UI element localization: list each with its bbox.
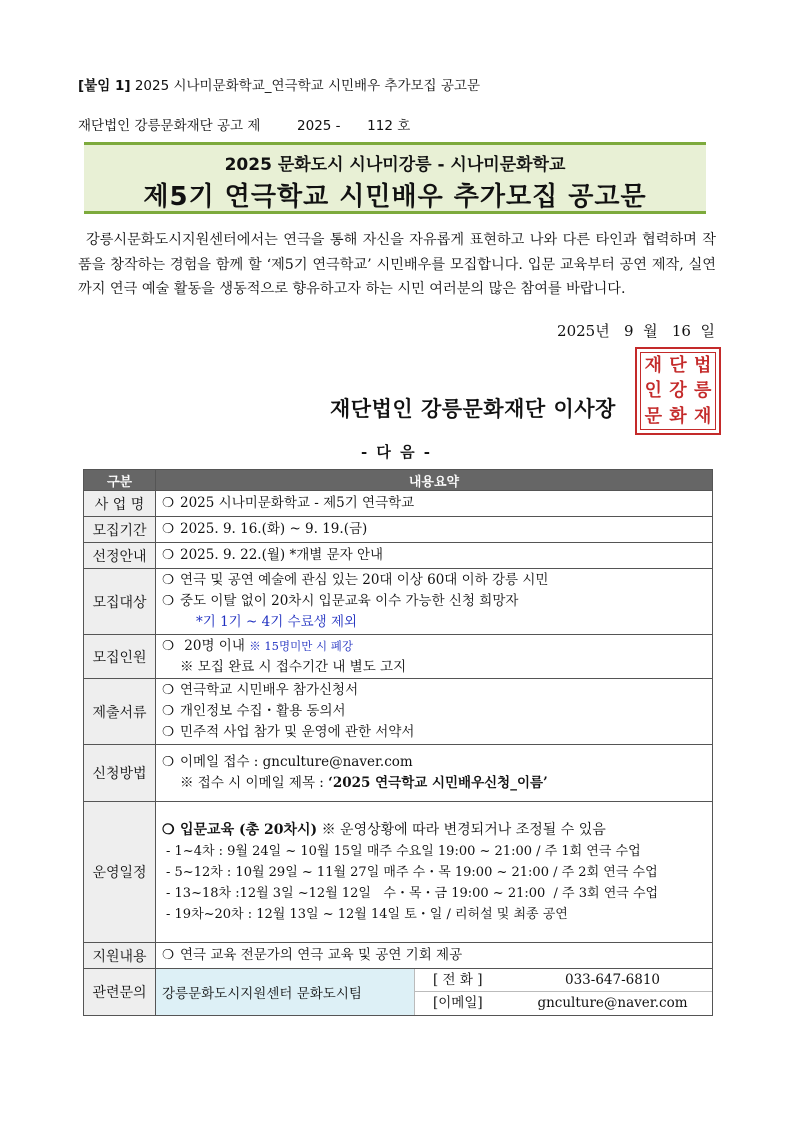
row-label: 관련문의 (84, 969, 156, 1016)
circle-bullet: ❍ (162, 682, 175, 698)
row-label: 선정안내 (84, 543, 156, 569)
attachment-tag: [붙임 1] (78, 78, 131, 94)
circle-bullet: ❍ (162, 593, 175, 609)
notice-date: 2025년 9 월 16 일 (557, 322, 715, 340)
circle-bullet: ❍ (162, 754, 175, 770)
row-contact (84, 969, 713, 1016)
title-box (84, 142, 706, 214)
col-header-content: 내용요약 (156, 470, 713, 491)
circle-bullet: ❍ (162, 821, 175, 838)
schedule-heading: 입문교육 (총 20차시) (180, 821, 318, 838)
schedule-heading-note: ※ 운영상황에 따라 변경되거나 조정될 수 있음 (321, 821, 606, 838)
row-label: 모집기간 (84, 517, 156, 543)
title-subtitle: 2025 문화도시 시나미강릉 - 시나미문화학교 (224, 155, 566, 175)
circle-bullet: ❍ (162, 521, 175, 537)
circle-bullet: ❍ (162, 947, 175, 963)
support-content: 연극 교육 전문가의 연극 교육 및 공연 기회 제공 (180, 947, 463, 963)
circle-bullet: ❍ (162, 572, 175, 588)
email-label: [이메일] (433, 995, 483, 1011)
target-item: 연극 및 공연 예술에 관심 있는 20대 이상 60대 이하 강릉 시민 (180, 572, 549, 588)
table-header-row (84, 470, 713, 491)
notice-num: 112 호 (367, 118, 411, 134)
row-label: 제출서류 (84, 679, 156, 745)
row-schedule (84, 802, 713, 943)
target-exclusion-note: *기 1기 ~ 4기 수료생 제외 (196, 614, 358, 630)
row-label: 지원내용 (84, 943, 156, 969)
target-item: 중도 이탈 없이 20차시 입문교육 이수 가능한 신청 희망자 (180, 593, 519, 609)
row-target (84, 569, 713, 635)
official-seal (635, 347, 721, 435)
circle-bullet: ❍ (162, 495, 175, 511)
circle-bullet: ❍ (162, 547, 175, 563)
row-label: 모집인원 (84, 635, 156, 679)
phone-label: [ 전 화 ] (433, 972, 483, 988)
row-period (84, 517, 713, 543)
row-headcount (84, 635, 713, 679)
row-label: 사 업 명 (84, 491, 156, 517)
headcount-note: ※ 모집 완료 시 접수기간 내 별도 고지 (180, 658, 407, 675)
seal-characters: 재 단 법 인 강 릉 문 화 재 (640, 352, 716, 430)
row-support (84, 943, 713, 969)
summary-table (83, 469, 713, 1016)
attachment-heading (78, 74, 480, 94)
recruit-period: 2025. 9. 16.(화) ~ 9. 19.(금) (180, 521, 368, 537)
notice-prefix: 재단법인 강릉문화재단 공고 제 (78, 118, 261, 134)
document-item: 개인정보 수집・활용 동의서 (180, 703, 346, 719)
row-label: 신청방법 (84, 745, 156, 802)
selection-notice: 2025. 9. 22.(월) *개별 문자 안내 (180, 547, 384, 563)
email-subject-note: ※ 접수 시 이메일 제목 : (180, 775, 324, 791)
attachment-title: 2025 시나미문화학교_연극학교 시민배우 추가모집 공고문 (134, 78, 480, 94)
circle-bullet: ❍ (162, 637, 175, 654)
circle-bullet: ❍ (162, 703, 175, 719)
page-title: 제5기 연극학교 시민배우 추가모집 공고문 (143, 182, 647, 212)
email-address: gnculture@naver.com (537, 995, 688, 1011)
row-label: 모집대상 (84, 569, 156, 635)
circle-bullet: ❍ (162, 724, 175, 740)
headcount-value: 20명 이내 (184, 637, 245, 654)
cancellation-note: ※ 15명미만 시 폐강 (249, 638, 353, 653)
contact-org: 강릉문화도시지원센터 문화도시팀 (156, 969, 414, 1015)
row-apply (84, 745, 713, 802)
phone-number: 033-647-6810 (564, 972, 660, 988)
col-header-category: 구분 (84, 470, 156, 491)
schedule-item: - 1~4차 : 9월 24일 ~ 10월 15일 매주 수요일 19:00 ~ 21:00 / 주 1회 연극 수업 (166, 843, 641, 859)
row-documents (84, 679, 713, 745)
row-selection (84, 543, 713, 569)
schedule-item: - 13~18차 :12월 3일 ~12월 12일 수・목・금 19:00 ~ 21:00 / 주 3회 연극 수업 (166, 885, 659, 901)
issuer-name: 재단법인 강릉문화재단 이사장 (330, 397, 616, 421)
intro-paragraph: 강릉시문화도시지원센터에서는 연극을 통해 자신을 자유롭게 표현하고 나와 다른 타인과 협력하며 작품을 창작하는 경험을 함께 할 ‘제5기 연극학교’ 시민배우를 모집합니다. 입문 교육부터 공연 제작, 실연까지 연극 예술 활동을 생동적으로 향유하고자 하는 시민 여러분의 많은 참여를 바랍니다. (78, 232, 716, 297)
section-divider-label: - 다 음 - (360, 443, 433, 461)
schedule-item: - 5~12차 : 10월 29일 ~ 11월 27일 매주 수・목 19:00 ~ 21:00 / 주 2회 연극 수업 (166, 864, 658, 880)
notice-number (78, 114, 410, 134)
document-item: 민주적 사업 참가 및 운영에 관한 서약서 (180, 724, 415, 740)
notice-year: 2025 - (297, 118, 341, 134)
document-item: 연극학교 시민배우 참가신청서 (180, 682, 359, 698)
row-business (84, 491, 713, 517)
row-label: 운영일정 (84, 802, 156, 943)
business-name: 2025 시나미문화학교 - 제5기 연극학교 (180, 495, 415, 511)
email-subject-format: ‘2025 연극학교 시민배우신청_이름’ (328, 775, 548, 791)
schedule-item: - 19차~20차 : 12월 13일 ~ 12월 14일 토・일 / 리허설 및 최종 공연 (166, 906, 568, 922)
apply-method: 이메일 접수 : gnculture@naver.com (180, 754, 413, 770)
